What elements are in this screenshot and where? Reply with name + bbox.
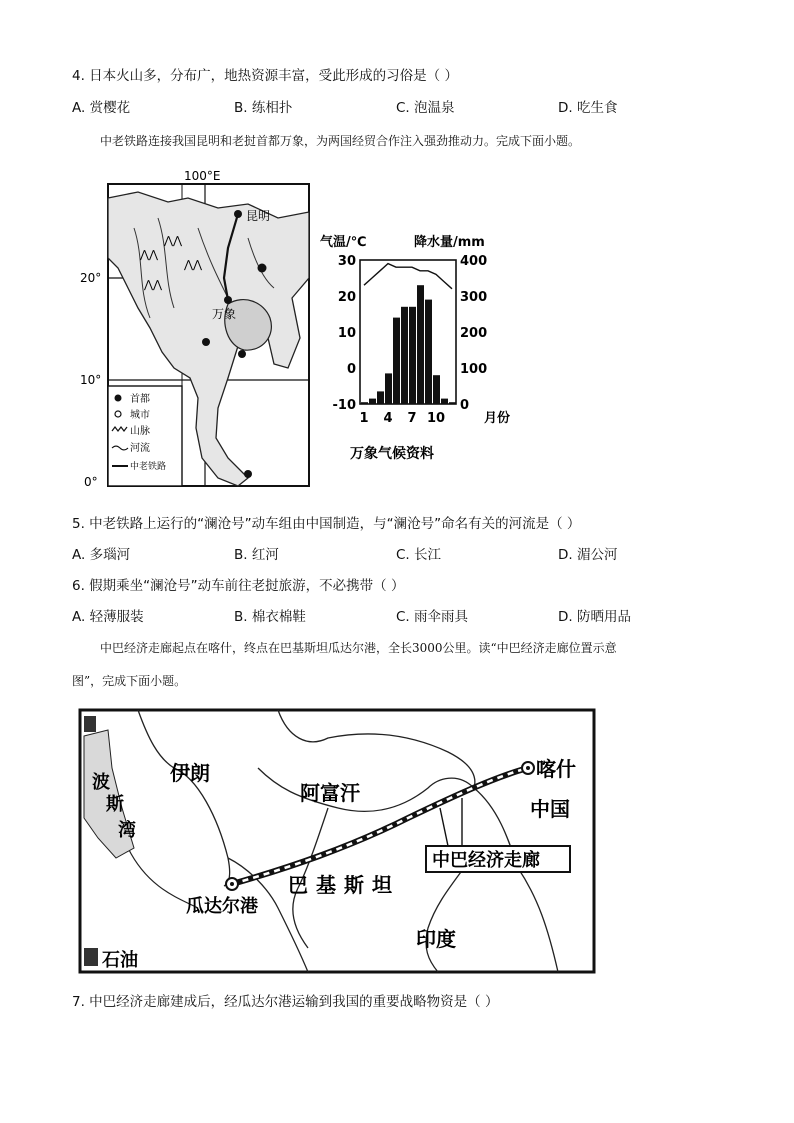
question-6-stem: 6. 假期乘坐“澜沧号”动车前往老挝旅游，不必携带（ ） — [72, 578, 405, 594]
q6-option-c: C. 雨伞雨具 — [396, 609, 469, 625]
precip-tick-label: 400 — [460, 254, 488, 269]
label-afghanistan: 阿富汗 — [300, 781, 360, 805]
temp-tick-label: 0 — [346, 362, 356, 377]
label-gwadar: 瓜达尔港 — [186, 896, 258, 917]
month-tick-label: 7 — [407, 411, 417, 426]
kunming-dot — [234, 210, 242, 218]
map1-lat-20: 20° — [80, 271, 102, 285]
precip-tick-label: 0 — [460, 398, 470, 413]
precip-bar — [433, 375, 440, 404]
q5-option-a: A. 多瑙河 — [72, 547, 131, 563]
svg-text:⋀⋀: ⋀⋀ — [144, 278, 163, 291]
precip-bar — [369, 399, 376, 404]
precip-bar — [385, 373, 392, 404]
label-pakistan: 巴基斯坦 — [288, 873, 400, 897]
svg-text:⋀⋀: ⋀⋀ — [184, 258, 203, 271]
temp-tick-label: 10 — [337, 326, 356, 341]
precip-bar — [393, 318, 400, 404]
month-tick-label: 4 — [383, 411, 393, 426]
q5-option-c: C. 长江 — [396, 547, 442, 563]
legend-river: 河流 — [130, 443, 150, 454]
question-7-stem: 7. 中巴经济走廊建成后，经瓜达尔港运输到我国的重要战略物资是（ ） — [72, 994, 499, 1010]
q6-option-d: D. 防晒用品 — [558, 609, 631, 625]
temp-axis-label: 气温/℃ — [320, 235, 367, 250]
precip-bar — [449, 402, 456, 404]
legend-railway: 中老铁路 — [130, 462, 167, 472]
precip-tick-label: 300 — [460, 290, 488, 305]
vientiane-label: 万象 — [212, 307, 237, 321]
q4-option-b: B. 练相扑 — [234, 100, 293, 116]
kunming-label: 昆明 — [246, 209, 271, 223]
label-corridor: 中巴经济走廊 — [432, 850, 540, 871]
precip-bar — [417, 285, 424, 404]
temp-tick-label: 20 — [337, 290, 356, 305]
month-tick-label: 10 — [426, 411, 446, 426]
label-gulf-2: 斯 — [106, 794, 124, 815]
temp-tick-label: -10 — [332, 398, 356, 413]
q5-option-d: D. 湄公河 — [558, 547, 618, 563]
temp-tick-label: 30 — [337, 254, 356, 269]
cpec-map — [78, 708, 598, 976]
legend-oil: 石油 — [102, 950, 138, 971]
vientiane-dot — [224, 296, 232, 304]
precip-bar — [409, 307, 416, 404]
precip-bar — [361, 402, 368, 404]
vientiane-climate-chart — [318, 228, 514, 468]
map1-lat-10: 10° — [80, 373, 102, 387]
x-axis-suffix: 月份 — [484, 411, 511, 426]
precip-bar — [377, 391, 384, 404]
intro-text-corridor-line2: 图”，完成下面小题。 — [72, 674, 187, 688]
q4-option-c: C. 泡温泉 — [396, 100, 455, 116]
q5-option-b: B. 红河 — [234, 547, 279, 563]
label-kashgar: 喀什 — [536, 757, 576, 781]
precip-bar — [441, 399, 448, 404]
question-4-stem: 4. 日本火山多，分布广，地热资源丰富，受此形成的习俗是（ ） — [72, 68, 458, 84]
svg-text:⋀⋀: ⋀⋀ — [140, 248, 159, 261]
question-5-stem: 5. 中老铁路上运行的“澜沧号”动车组由中国制造，与“澜沧号”命名有关的河流是（ ） — [72, 516, 581, 532]
precip-tick-label: 200 — [460, 326, 488, 341]
legend-city: 城市 — [130, 410, 150, 421]
map1-lon-label: 100°E — [184, 169, 221, 183]
precip-axis-label: 降水量/mm — [414, 235, 485, 250]
precip-bar — [425, 300, 432, 404]
label-india: 印度 — [416, 927, 456, 951]
month-tick-label: 1 — [359, 411, 369, 426]
precip-bar — [401, 307, 408, 404]
climate-caption: 万象气候资料 — [350, 446, 434, 462]
intro-text-laos-railway: 中老铁路连接我国昆明和老挝首都万象，为两国经贸合作注入强劲推动力。完成下面小题。 — [100, 134, 581, 148]
label-gulf-3: 湾 — [118, 820, 136, 841]
label-iran: 伊朗 — [170, 761, 210, 785]
legend-capital: 首都 — [130, 394, 150, 405]
q4-option-a: A. 赏樱花 — [72, 100, 131, 116]
intro-text-corridor-line1: 中巴经济走廊起点在喀什，终点在巴基斯坦瓜达尔港，全长3000公里。读“中巴经济走廊位置示意 — [100, 641, 617, 655]
q4-option-d: D. 吃生食 — [558, 100, 618, 116]
map1-lat-0: 0° — [84, 475, 98, 489]
legend-mountain: 山脉 — [130, 426, 150, 437]
precip-tick-label: 100 — [460, 362, 488, 377]
label-gulf-1: 波 — [92, 772, 110, 793]
q6-option-b: B. 棉衣棉鞋 — [234, 609, 306, 625]
laos-railway-map — [78, 168, 314, 498]
q6-option-a: A. 轻薄服装 — [72, 609, 144, 625]
label-china: 中国 — [530, 797, 570, 821]
svg-text:⋀⋀: ⋀⋀ — [164, 234, 183, 247]
